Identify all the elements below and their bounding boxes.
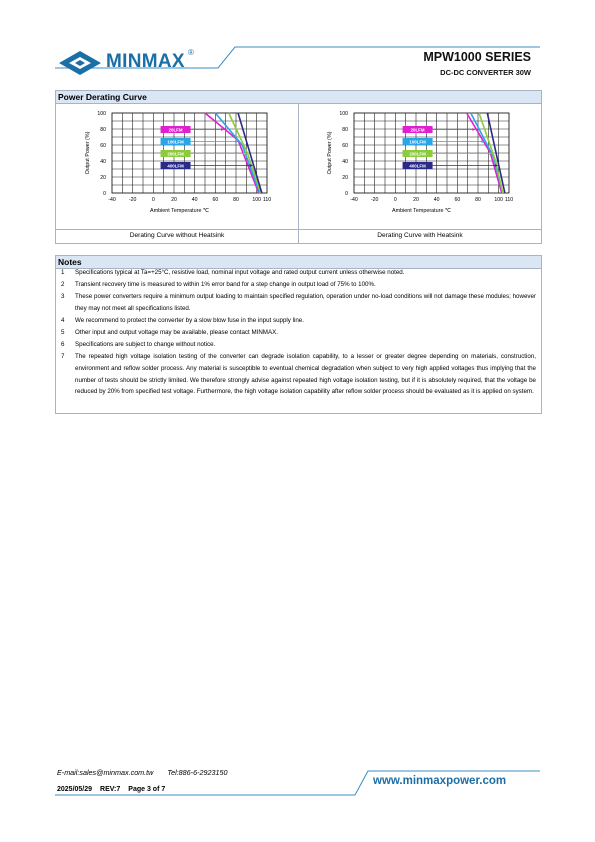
brand-name: MINMAX (106, 51, 185, 72)
note-number: 1 (61, 269, 65, 276)
legend-label: 100LFM (167, 139, 184, 145)
revision: REV:7 (100, 786, 121, 793)
note-number: 7 (61, 353, 65, 360)
notes-section (55, 255, 542, 414)
y-tick-label: 20 (100, 175, 106, 181)
telephone: Tel:886-6-2923150 (167, 768, 228, 777)
contact-info (57, 768, 241, 777)
legend-label: 400LFM (167, 163, 184, 169)
legend-label: 400LFM (409, 163, 426, 169)
x-axis-label: Ambient Temperature ℃ (150, 208, 209, 214)
legend-label: 20LFM (410, 127, 425, 133)
x-tick-label: 60 (454, 197, 461, 203)
y-tick-label: 40 (100, 159, 106, 165)
legend-label: 100LFM (409, 139, 426, 145)
section-title: Notes (56, 256, 541, 269)
legend-label: 200LFM (409, 151, 426, 157)
website-link[interactable]: www.minmaxpower.com (373, 775, 507, 787)
page-number: Page 3 of 7 (128, 786, 166, 793)
y-tick-label: 60 (100, 143, 106, 149)
note-text: Specifications typical at Ta=+25°C, resistive load, nominal input voltage and rated output current unless otherwise noted. (75, 269, 405, 276)
note-number: 6 (61, 341, 65, 348)
note-text: Specifications are subject to change without notice. (75, 341, 216, 348)
x-tick-label: 20 (171, 197, 177, 203)
x-tick-label: 80 (233, 197, 239, 203)
note-text: The repeated high voltage isolation testing of the converter can degrade isolation capability, to a lesser or greater degree depending on materials, construction, environment and reflow solder process. Any material is susceptible to eventual chemical degradation when subject to very high applied voltages thus implying that the number of tests should be strictly limited. We therefore strongly advise against repeated high voltage isolation testing, but if it is absolutely required, that the voltage be reduced by 20% from specified test voltage. Furthermore, the high voltage isolation capability after reflow solder process should be evaluated as it is applied on system. (75, 353, 536, 396)
minmax-logo-icon (58, 50, 102, 76)
chart-caption-no-heatsink: Derating Curve without Heatsink (129, 232, 225, 239)
y-tick-label: 100 (339, 111, 348, 117)
legend-label: 200LFM (167, 151, 184, 157)
email-link[interactable]: E-mail:sales@minmax.com.tw (57, 768, 154, 777)
document-date: 2025/05/29 (57, 786, 93, 793)
x-tick-label: -40 (350, 197, 358, 203)
y-tick-label: 0 (103, 191, 106, 197)
product-subtitle: DC-DC CONVERTER 30W (440, 68, 531, 77)
x-tick-label: 40 (433, 197, 440, 203)
caption-divider (56, 229, 541, 230)
x-tick-label: -20 (128, 197, 137, 203)
y-axis-label: Output Power (%) (85, 131, 91, 175)
note-text: Other input and output voltage may be available, please contact MINMAX. (75, 329, 278, 336)
note-text: Transient recovery time is measured to within 1% error band for a step change in output load of 75% to 100%. (75, 281, 376, 288)
x-tick-label: 20 (413, 197, 419, 203)
note-number: 4 (61, 317, 65, 324)
note-text: These power converters require a minimum output loading to maintain specified regulation, operation under no-load conditions will not damage these modules; however they may not meet all specifications listed. (75, 293, 536, 312)
note-number: 2 (61, 281, 65, 288)
y-tick-label: 60 (342, 143, 348, 149)
x-tick-label: 110 (504, 197, 514, 203)
legend-label: 20LFM (168, 127, 183, 133)
derating-chart-heatsink (318, 105, 533, 227)
y-tick-label: 80 (100, 127, 106, 133)
y-tick-label: 20 (342, 175, 348, 181)
chart-divider (298, 104, 299, 243)
y-tick-label: 100 (97, 111, 106, 117)
x-tick-label: -20 (370, 197, 379, 203)
registered-mark: ® (188, 48, 194, 57)
y-tick-label: 40 (342, 159, 348, 165)
y-tick-label: 80 (342, 127, 348, 133)
x-tick-label: 100 (494, 197, 503, 203)
y-tick-label: 0 (345, 191, 348, 197)
x-tick-label: 100 (252, 197, 261, 203)
note-text: We recommend to protect the converter by a slow blow fuse in the input supply line. (75, 317, 304, 324)
derating-chart-no-heatsink (76, 105, 291, 227)
x-axis-label: Ambient Temperature ℃ (392, 208, 451, 214)
x-tick-label: 40 (191, 197, 198, 203)
x-tick-label: -40 (108, 197, 116, 203)
x-tick-label: 0 (151, 197, 155, 203)
note-number: 5 (61, 329, 65, 336)
note-number: 3 (61, 293, 65, 300)
x-tick-label: 0 (393, 197, 397, 203)
x-tick-label: 110 (262, 197, 272, 203)
x-tick-label: 80 (475, 197, 481, 203)
x-tick-label: 60 (212, 197, 219, 203)
product-series: MPW1000 SERIES (423, 50, 531, 64)
section-title: Power Derating Curve (56, 91, 541, 104)
document-meta (57, 786, 173, 793)
chart-caption-heatsink: Derating Curve with Heatsink (377, 232, 463, 239)
power-derating-section (55, 90, 542, 244)
y-axis-label: Output Power (%) (327, 131, 333, 175)
